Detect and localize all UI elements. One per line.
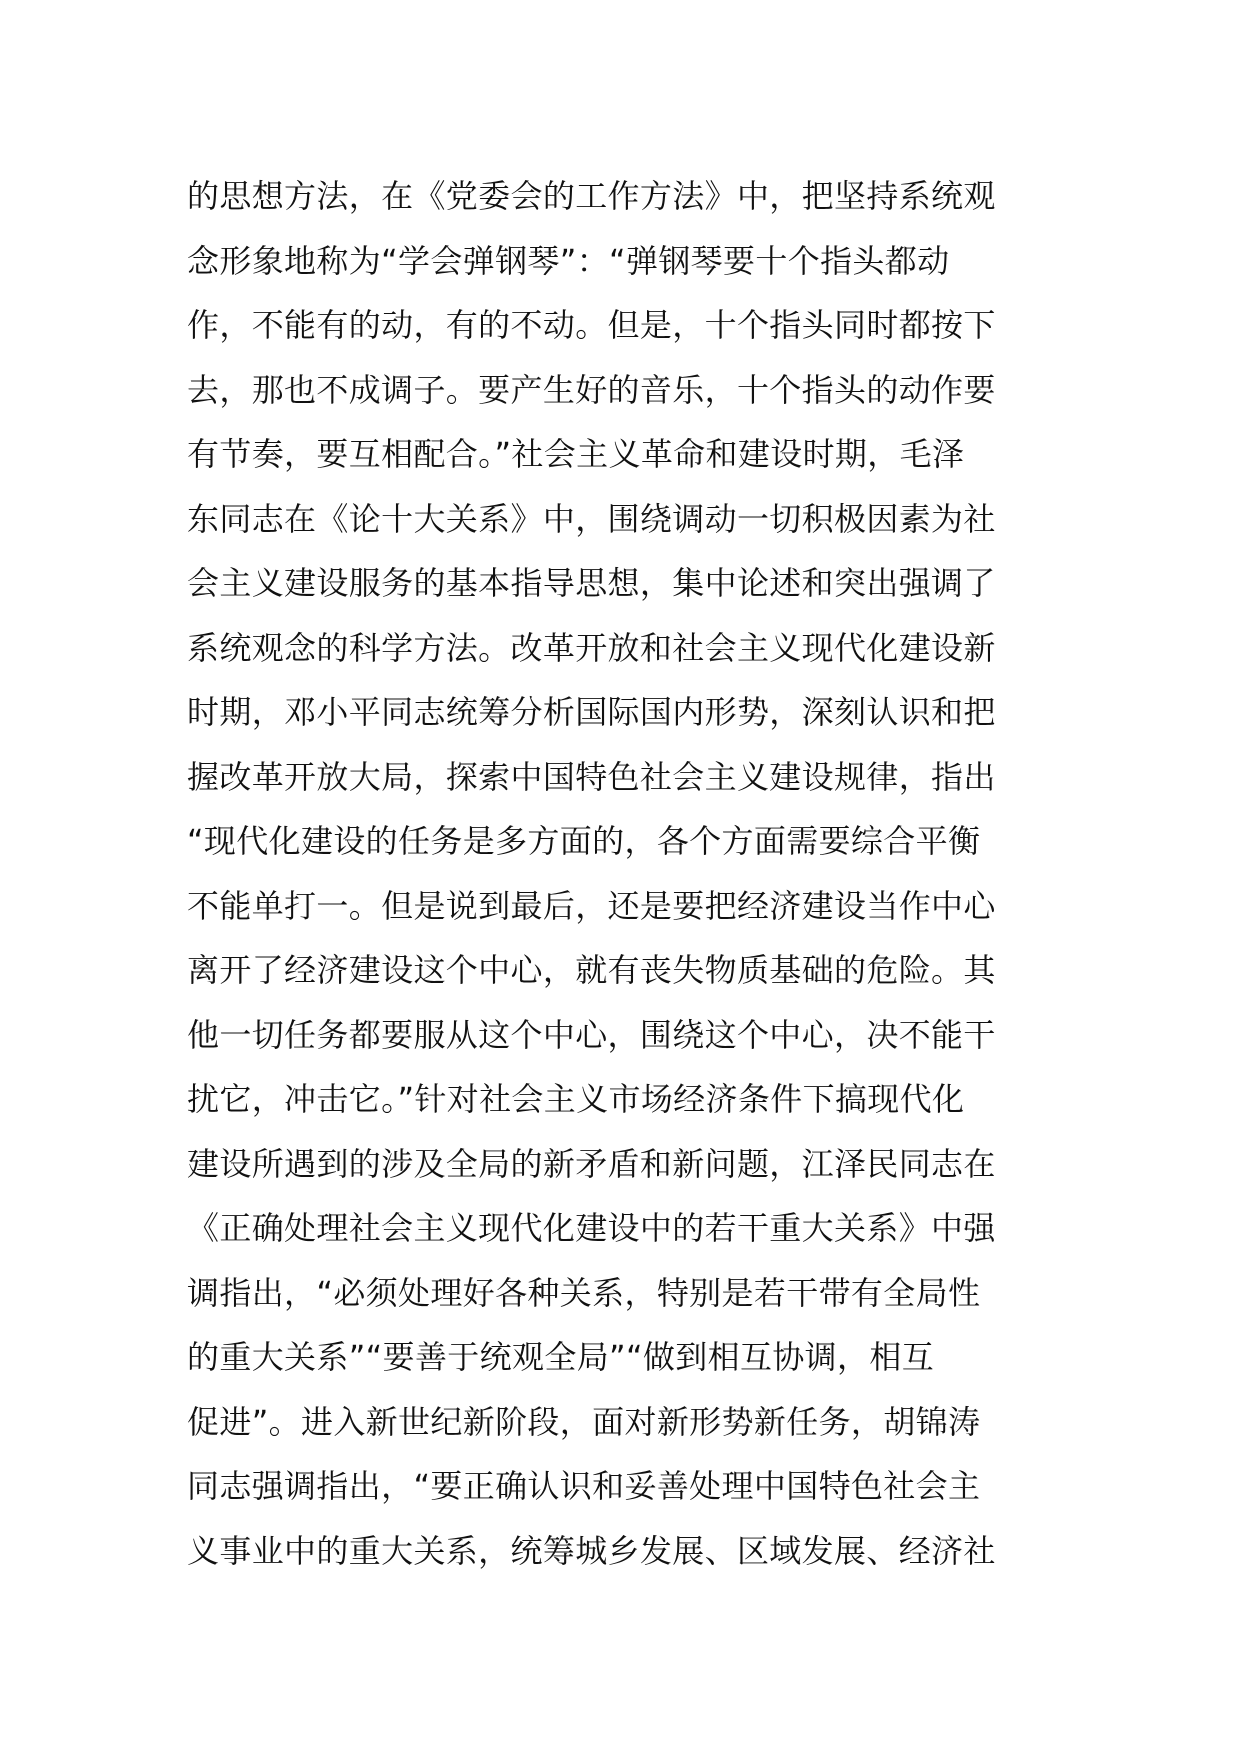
text-line: 调指出，“必须处理好各种关系，特别是若干带有全局性 [187,1273,981,1312]
text-line: 系统观念的科学方法。改革开放和社会主义现代化建设新 [187,628,996,667]
text-line: 的思想方法，在《党委会的工作方法》中，把坚持系统观 [187,177,996,215]
text-line: 去，那也不成调子。要产生好的音乐，十个指头的动作要 [187,370,996,409]
text-line: 他一切任务都要服从这个中心，围绕这个中心，决不能干 [187,1015,996,1054]
text-line: 会主义建设服务的基本指导思想，集中论述和突出强调了 [187,564,996,602]
text-line: 有节奏，要互相配合。”社会主义革命和建设时期，毛泽 [187,435,965,473]
text-line: 的重大关系”“要善于统观全局”“做到相互协调，相互 [187,1338,935,1376]
text-line: 扰它，冲击它。”针对社会主义市场经济条件下搞现代化 [187,1080,965,1118]
text-line: 念形象地称为“学会弹钢琴”：“弹钢琴要十个指头都动 [187,241,950,280]
text-line: 东同志在《论十大关系》中，围绕调动一切积极因素为社 [187,499,996,538]
text-line: 时期，邓小平同志统筹分析国际国内形势，深刻认识和把 [187,693,996,731]
text-line: 不能单打一。但是说到最后，还是要把经济建设当作中心 [187,886,996,925]
text-line: 同志强调指出，“要正确认识和妥善处理中国特色社会主 [187,1467,981,1505]
body-text [187,164,1067,1583]
text-line: 《正确处理社会主义现代化建设中的若干重大关系》中强 [187,1209,996,1247]
text-line: “现代化建设的任务是多方面的，各个方面需要综合平衡 [187,822,981,860]
text-line: 义事业中的重大关系，统筹城乡发展、区域发展、经济社 [187,1531,996,1570]
text-line: 离开了经济建设这个中心，就有丧失物质基础的危险。其 [187,951,996,989]
text-line: 握改革开放大局，探索中国特色社会主义建设规律，指出 [187,757,996,796]
text-line: 作，不能有的动，有的不动。但是，十个指头同时都按下 [187,306,996,344]
text-line: 建设所遇到的涉及全局的新矛盾和新问题，江泽民同志在 [187,1144,996,1183]
text-line: 促进”。进入新世纪新阶段，面对新形势新任务，胡锦涛 [187,1402,981,1441]
